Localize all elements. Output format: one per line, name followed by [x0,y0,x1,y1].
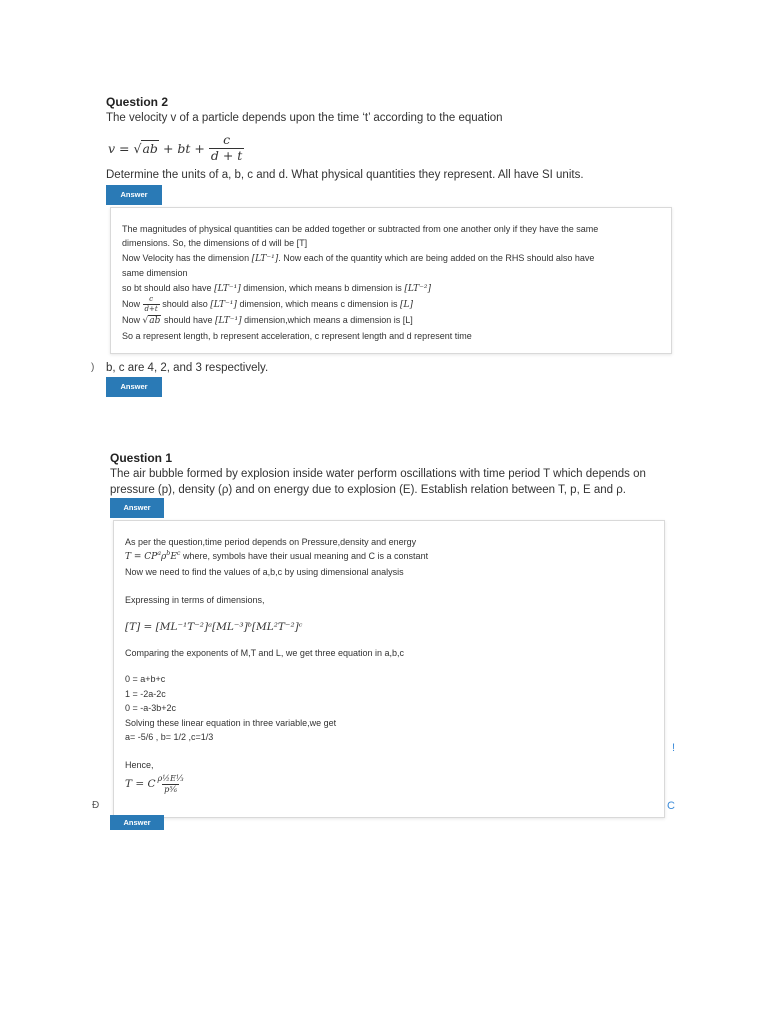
answer-line: Now √ab should have [LT⁻¹] dimension,which means a dimension is [L] [122,315,413,327]
fragment-text: b, c are 4, 2, and 3 respectively. [106,362,269,374]
left-edge-mark: Ð [92,800,100,811]
answer-line: Now we need to find the values of a,b,c by using dimensional analysis [125,566,404,577]
answer-line: Comparing the exponents of M,T and L, we get three equation in a,b,c [125,648,405,659]
answer-line: Now $\frac{c}{d+t}$ should also [LT⁻¹] dimension, which means c dimension is [L] [122,295,414,314]
question-1-answer-panel [113,520,665,818]
equation-1: 0 = a+b+c [125,674,166,685]
answer-line: a= -5/6 , b= 1/2 ,c=1/3 [125,732,214,743]
dimension-l: [L] [400,300,414,311]
equation-lhs: v = [108,140,130,156]
question-1-bottom-answer-button[interactable]: Answer [110,815,164,830]
equation-3: 0 = -a-3b+2c [125,703,177,714]
question-2-prompt: Determine the units of a, b, c and d. What physical quantities they represent. All have SI units. [106,169,584,181]
sqrt-ab: ab [149,316,161,327]
dimension-lt-inverse: [LT⁻¹] [215,316,242,327]
final-equation: T = C $\frac{\text{ρ½E⅓}}{\text{p⅚}}$ [125,773,184,794]
dimension-lt-inverse: [LT⁻¹] [214,283,241,294]
answer-line: Hence, [125,760,154,771]
answer-line: As per the question,time period depends on Pressure,density and energy [125,537,417,547]
question-1-text-line-1: The air bubble formed by explosion inside water perform oscillations with time period T which depends on [110,468,646,480]
question-1-heading: Question 1 [110,451,173,465]
question-1-answer-button[interactable]: Answer [110,498,164,518]
answer-line: Solving these linear equation in three variable,we get [125,717,337,728]
fraction-c-over-dt: $\frac{c}{d+t}$ [144,295,158,314]
right-edge-mark: ! [672,742,676,754]
answer-line: dimensions. So, the dimensions of d will be [T] [122,238,308,249]
dimension-lt-inverse-square: [LT⁻²] [404,283,431,294]
answer-line: same dimension [122,268,188,279]
fragment-answer-button[interactable]: Answer [106,377,162,397]
answer-line: Expressing in terms of dimensions, [125,595,265,606]
equation-2: 1 = -2a-2c [125,688,166,699]
dimension-lt-inverse: [LT⁻¹] [251,253,279,264]
answer-line: The magnitudes of physical quantities can be added together or subtracted from one another only if they have the same [122,224,599,234]
question-2-heading: Question 2 [106,95,169,109]
left-edge-mark: ) [91,362,95,373]
time-period-equation: $T = CP^a\rho^bE^c$ [125,550,181,563]
equation-middle: + bt + [162,140,205,156]
dimension-equation: [T] = [ML⁻¹T⁻²]ᵃ[ML⁻³]ᵇ[ML²T⁻²]ᶜ [125,620,303,633]
answer-line: So a represent length, b represent acceleration, c represent length and d represent time [122,330,472,341]
dimension-lt-inverse: [LT⁻¹] [210,300,237,311]
question-2-answer-button[interactable]: Answer [106,185,162,205]
right-edge-mark: C [667,800,675,812]
equation-sqrt: ab [142,141,158,156]
question-2-equation: v = √ ab + bt + $\frac{c}{d + t}$ [108,132,243,163]
answer-line: so bt should also have [LT⁻¹] dimension, which means b dimension is [LT⁻²] [122,282,431,294]
answer-line: $T = CP^a\rho^bE^c$ where, symbols have their usual meaning and C is a constant [125,550,429,563]
question-2-answer-panel [110,207,672,354]
question-2-text: The velocity v of a particle depends upon the time ‘t’ according to the equation [106,112,503,124]
question-1-text-line-2: pressure (p), density (ρ) and on energy due to explosion (E). Establish relation between T, p, E and ρ. [110,484,626,496]
answer-line: Now Velocity has the dimension [LT⁻¹]. Now each of the quantity which are being added on the RHS should also have [122,252,595,264]
equation-fraction: $\frac{c}{d + t}$ [210,132,243,163]
